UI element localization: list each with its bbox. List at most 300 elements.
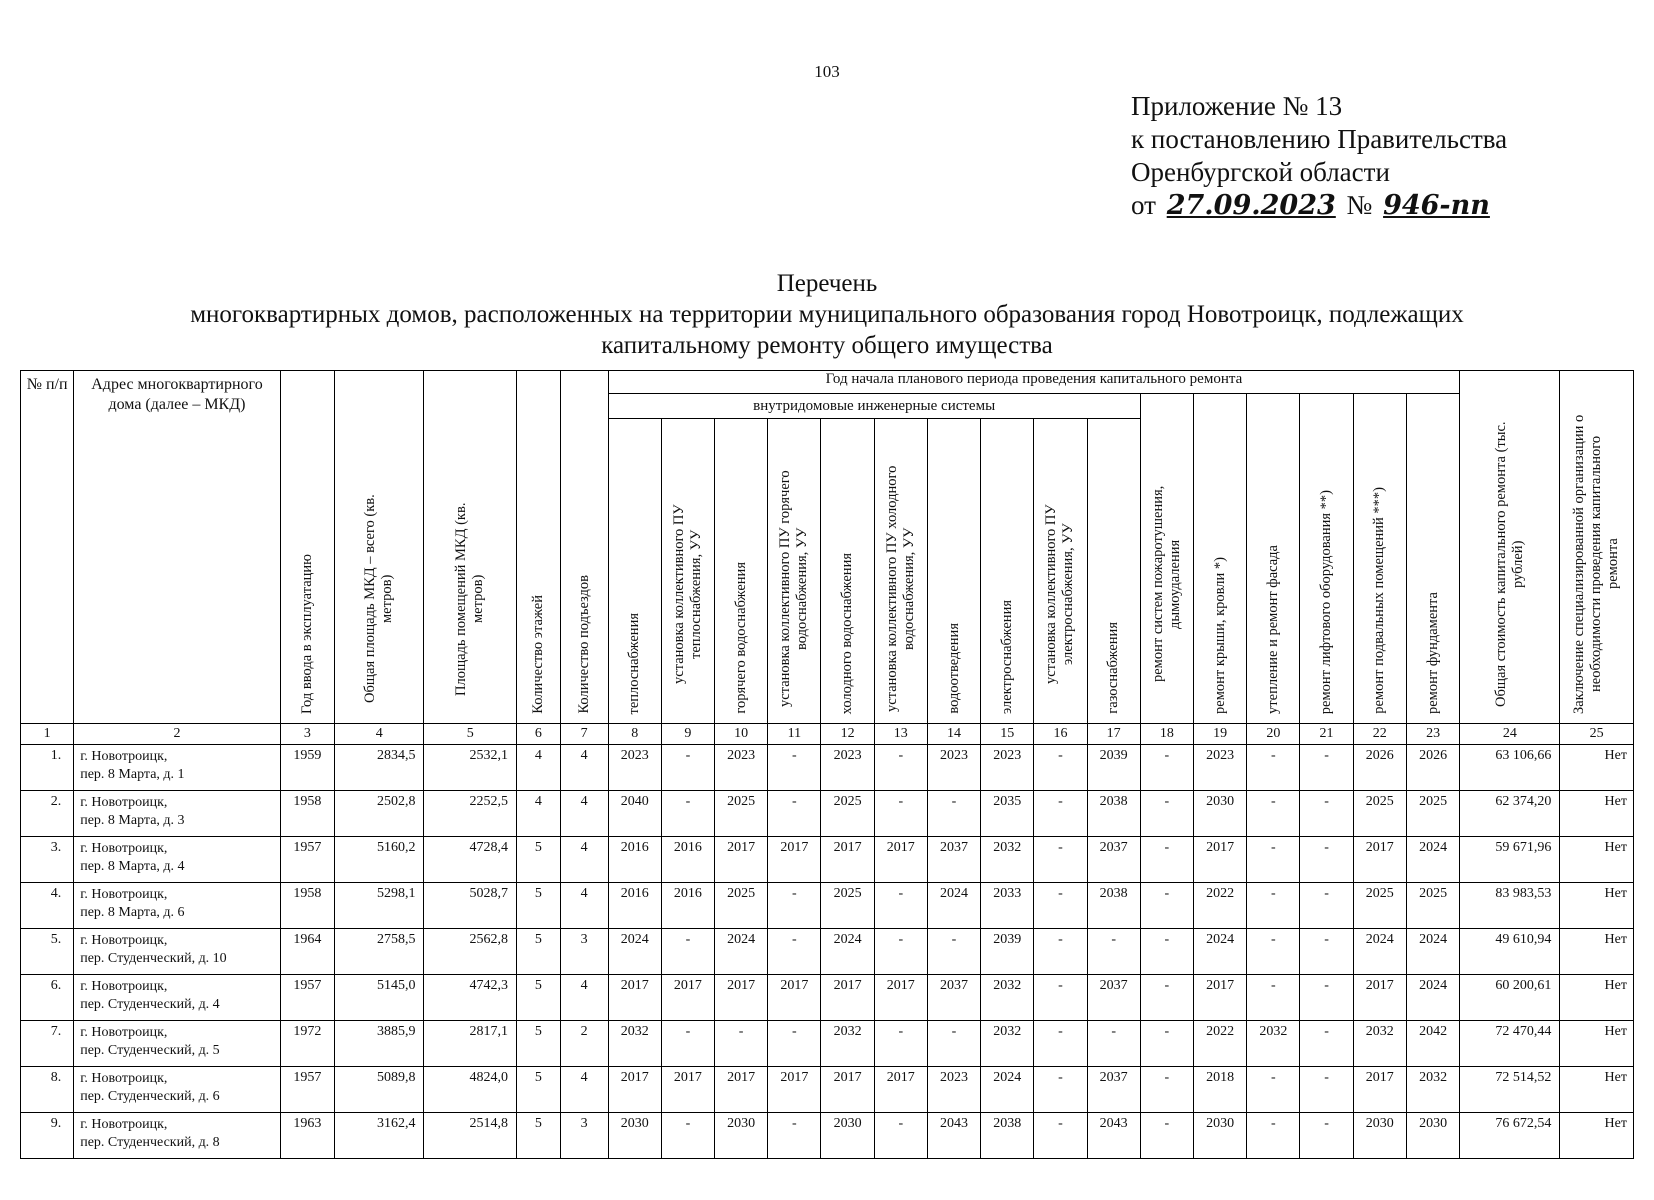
cell-roof: 2024 xyxy=(1193,929,1246,975)
cell-premises-area: 2252,5 xyxy=(424,791,517,837)
cell-facade: - xyxy=(1247,1067,1300,1113)
column-number: 3 xyxy=(280,724,334,745)
cell-no: 8. xyxy=(21,1067,74,1113)
cell-total-cost: 76 672,54 xyxy=(1460,1113,1560,1159)
cell-hot-water: 2025 xyxy=(715,791,768,837)
cell-electric-meter: - xyxy=(1034,975,1087,1021)
cell-heat: 2040 xyxy=(608,791,661,837)
cell-foundation: 2030 xyxy=(1406,1113,1459,1159)
cell-cold-water: 2025 xyxy=(821,791,874,837)
cell-heat-meter: - xyxy=(661,1021,714,1067)
cell-drainage: 2024 xyxy=(927,883,980,929)
appendix-line-2: к постановлению Правительства xyxy=(1131,124,1508,154)
cell-total-area: 3885,9 xyxy=(335,1021,424,1067)
cell-roof: 2017 xyxy=(1193,837,1246,883)
cell-no: 9. xyxy=(21,1113,74,1159)
cell-electric-meter: - xyxy=(1034,929,1087,975)
address-street: пер. 8 Марта, д. 3 xyxy=(80,813,185,828)
column-number: 21 xyxy=(1300,724,1353,745)
cell-facade: - xyxy=(1247,1113,1300,1159)
cell-basement: 2024 xyxy=(1353,929,1406,975)
title-line-2: многоквартирных домов, расположенных на территории муниципального образования город Новотроицк, подлежащих xyxy=(190,301,1464,328)
cell-elevator: - xyxy=(1300,929,1353,975)
cell-premises-area: 2514,8 xyxy=(424,1113,517,1159)
cell-address xyxy=(74,837,281,883)
cell-basement: 2017 xyxy=(1353,1067,1406,1113)
appendix-line-1: Приложение № 13 xyxy=(1131,91,1343,121)
cell-heat: 2016 xyxy=(608,883,661,929)
header-hot-water: горячего водоснабжения xyxy=(715,419,768,724)
column-number-row xyxy=(21,724,1634,745)
table-row xyxy=(21,1021,1634,1067)
cell-cold-water-meter: - xyxy=(874,929,927,975)
cell-basement: 2025 xyxy=(1353,791,1406,837)
cell-conclusion: Нет xyxy=(1560,975,1634,1021)
column-number: 8 xyxy=(608,724,661,745)
cell-total-area: 2502,8 xyxy=(335,791,424,837)
cell-drainage: - xyxy=(927,1021,980,1067)
header-facade: утепление и ремонт фасада xyxy=(1247,394,1300,724)
header-conclusion: Заключение специализированной организации о необходимости проведения капитального ремонта xyxy=(1560,371,1634,724)
cell-year-built: 1958 xyxy=(280,883,334,929)
cell-premises-area: 2562,8 xyxy=(424,929,517,975)
cell-roof: 2023 xyxy=(1193,745,1246,791)
cell-roof: 2018 xyxy=(1193,1067,1246,1113)
header-period-group: Год начала планового периода проведения капитального ремонта xyxy=(608,371,1460,394)
header-entrances: Количество подъездов xyxy=(560,371,608,724)
cell-cold-water-meter: - xyxy=(874,1021,927,1067)
cell-year-built: 1957 xyxy=(280,1067,334,1113)
column-number: 4 xyxy=(335,724,424,745)
cell-cold-water-meter: 2017 xyxy=(874,975,927,1021)
table-row xyxy=(21,791,1634,837)
cell-address xyxy=(74,883,281,929)
cell-conclusion: Нет xyxy=(1560,791,1634,837)
cell-floors: 4 xyxy=(517,745,561,791)
column-number: 7 xyxy=(560,724,608,745)
address-city: г. Новотроицк, xyxy=(80,979,168,994)
cell-hot-water: 2017 xyxy=(715,1067,768,1113)
cell-electric: 2032 xyxy=(981,975,1034,1021)
cell-heat-meter: - xyxy=(661,929,714,975)
cell-electric-meter: - xyxy=(1034,883,1087,929)
cell-conclusion: Нет xyxy=(1560,1067,1634,1113)
cell-premises-area: 2532,1 xyxy=(424,745,517,791)
column-number: 20 xyxy=(1247,724,1300,745)
cell-floors: 5 xyxy=(517,883,561,929)
header-row-1 xyxy=(21,371,1634,394)
cell-heat-meter: - xyxy=(661,791,714,837)
cell-gas: - xyxy=(1087,929,1140,975)
cell-cold-water: 2017 xyxy=(821,975,874,1021)
cell-drainage: - xyxy=(927,929,980,975)
cell-no: 1. xyxy=(21,745,74,791)
address-city: г. Новотроицк, xyxy=(80,1117,168,1132)
cell-address xyxy=(74,929,281,975)
cell-premises-area: 4824,0 xyxy=(424,1067,517,1113)
houses-table xyxy=(20,370,1634,1159)
cell-gas: 2037 xyxy=(1087,975,1140,1021)
table-row xyxy=(21,1113,1634,1159)
cell-electric-meter: - xyxy=(1034,1067,1087,1113)
address-city: г. Новотроицк, xyxy=(80,749,168,764)
cell-total-cost: 49 610,94 xyxy=(1460,929,1560,975)
cell-hot-water-meter: - xyxy=(768,745,821,791)
cell-facade: 2032 xyxy=(1247,1021,1300,1067)
cell-elevator: - xyxy=(1300,1021,1353,1067)
cell-entrances: 4 xyxy=(560,1067,608,1113)
page-number: 103 xyxy=(814,62,840,81)
cell-basement: 2017 xyxy=(1353,975,1406,1021)
cell-heat: 2017 xyxy=(608,1067,661,1113)
cell-hot-water-meter: - xyxy=(768,1021,821,1067)
cell-electric-meter: - xyxy=(1034,837,1087,883)
column-number: 13 xyxy=(874,724,927,745)
cell-drainage: 2043 xyxy=(927,1113,980,1159)
table-row xyxy=(21,837,1634,883)
cell-floors: 5 xyxy=(517,1113,561,1159)
address-street: пер. 8 Марта, д. 6 xyxy=(80,905,185,920)
cell-electric-meter: - xyxy=(1034,1113,1087,1159)
header-hot-water-meter: установка коллективного ПУ горячего водоснабжения, УУ xyxy=(768,419,821,724)
cell-roof: 2017 xyxy=(1193,975,1246,1021)
cell-address xyxy=(74,1113,281,1159)
cell-facade: - xyxy=(1247,929,1300,975)
title-line-1: Перечень xyxy=(776,270,878,297)
cell-address xyxy=(74,1021,281,1067)
column-number: 14 xyxy=(927,724,980,745)
cell-hot-water: 2023 xyxy=(715,745,768,791)
header-premises-area: Площадь помещений МКД (кв. метров) xyxy=(424,371,517,724)
cell-total-cost: 59 671,96 xyxy=(1460,837,1560,883)
cell-electric: 2039 xyxy=(981,929,1034,975)
cell-cold-water: 2032 xyxy=(821,1021,874,1067)
cell-electric: 2033 xyxy=(981,883,1034,929)
cell-drainage: 2037 xyxy=(927,837,980,883)
cell-entrances: 4 xyxy=(560,791,608,837)
cell-fire-systems: - xyxy=(1140,1113,1193,1159)
number-prefix: № xyxy=(1346,190,1373,220)
cell-total-cost: 62 374,20 xyxy=(1460,791,1560,837)
cell-hot-water: 2017 xyxy=(715,975,768,1021)
cell-foundation: 2024 xyxy=(1406,929,1459,975)
address-city: г. Новотроицк, xyxy=(80,1025,168,1040)
cell-year-built: 1964 xyxy=(280,929,334,975)
cell-gas: 2037 xyxy=(1087,1067,1140,1113)
cell-floors: 4 xyxy=(517,791,561,837)
address-city: г. Новотроицк, xyxy=(80,795,168,810)
cell-electric-meter: - xyxy=(1034,791,1087,837)
cell-premises-area: 5028,7 xyxy=(424,883,517,929)
table-row xyxy=(21,929,1634,975)
address-street: пер. Студенческий, д. 5 xyxy=(80,1043,220,1058)
cell-total-cost: 72 514,52 xyxy=(1460,1067,1560,1113)
document-title xyxy=(20,268,1634,361)
column-number: 17 xyxy=(1087,724,1140,745)
cell-fire-systems: - xyxy=(1140,745,1193,791)
header-heat: теплоснабжения xyxy=(608,419,661,724)
cell-gas: 2039 xyxy=(1087,745,1140,791)
cell-gas: - xyxy=(1087,1021,1140,1067)
cell-foundation: 2026 xyxy=(1406,745,1459,791)
column-number: 22 xyxy=(1353,724,1406,745)
cell-drainage: 2023 xyxy=(927,1067,980,1113)
cell-gas: 2037 xyxy=(1087,837,1140,883)
cell-conclusion: Нет xyxy=(1560,745,1634,791)
cell-hot-water: 2030 xyxy=(715,1113,768,1159)
cell-roof: 2030 xyxy=(1193,791,1246,837)
header-systems-group: внутридомовые инженерные системы xyxy=(608,394,1140,419)
decree-number: 946-пп xyxy=(1383,190,1490,221)
cell-hot-water-meter: - xyxy=(768,791,821,837)
column-number: 15 xyxy=(981,724,1034,745)
cell-heat-meter: 2017 xyxy=(661,1067,714,1113)
address-city: г. Новотроицк, xyxy=(80,841,168,856)
cell-drainage: 2023 xyxy=(927,745,980,791)
cell-year-built: 1957 xyxy=(280,975,334,1021)
cell-foundation: 2032 xyxy=(1406,1067,1459,1113)
header-drainage: водоотведения xyxy=(927,419,980,724)
cell-facade: - xyxy=(1247,883,1300,929)
cell-basement: 2032 xyxy=(1353,1021,1406,1067)
header-total-area: Общая площадь МКД – всего (кв. метров) xyxy=(335,371,424,724)
cell-entrances: 4 xyxy=(560,745,608,791)
cell-total-cost: 63 106,66 xyxy=(1460,745,1560,791)
cell-electric: 2032 xyxy=(981,837,1034,883)
header-cold-water-meter: установка коллективного ПУ холодного водоснабжения, УУ xyxy=(874,419,927,724)
cell-heat-meter: 2016 xyxy=(661,883,714,929)
table-row xyxy=(21,883,1634,929)
cell-heat: 2024 xyxy=(608,929,661,975)
cell-premises-area: 2817,1 xyxy=(424,1021,517,1067)
cell-foundation: 2024 xyxy=(1406,837,1459,883)
decree-date: 27.09.2023 xyxy=(1166,190,1336,221)
cell-total-area: 5298,1 xyxy=(335,883,424,929)
cell-elevator: - xyxy=(1300,1067,1353,1113)
cell-no: 7. xyxy=(21,1021,74,1067)
column-number: 12 xyxy=(821,724,874,745)
address-city: г. Новотроицк, xyxy=(80,1071,168,1086)
cell-total-area: 5160,2 xyxy=(335,837,424,883)
appendix-line-3: Оренбургской области xyxy=(1131,157,1390,187)
header-roof: ремонт крыши, кровли *) xyxy=(1193,394,1246,724)
cell-heat-meter: 2016 xyxy=(661,837,714,883)
cell-fire-systems: - xyxy=(1140,929,1193,975)
address-street: пер. Студенческий, д. 8 xyxy=(80,1135,220,1150)
cell-elevator: - xyxy=(1300,791,1353,837)
address-street: пер. 8 Марта, д. 1 xyxy=(80,767,185,782)
cell-conclusion: Нет xyxy=(1560,1113,1634,1159)
cell-entrances: 3 xyxy=(560,929,608,975)
cell-cold-water-meter: - xyxy=(874,791,927,837)
cell-hot-water-meter: - xyxy=(768,883,821,929)
cell-foundation: 2042 xyxy=(1406,1021,1459,1067)
cell-premises-area: 4728,4 xyxy=(424,837,517,883)
cell-heat-meter: - xyxy=(661,745,714,791)
cell-year-built: 1963 xyxy=(280,1113,334,1159)
cell-fire-systems: - xyxy=(1140,883,1193,929)
cell-electric: 2038 xyxy=(981,1113,1034,1159)
cell-drainage: - xyxy=(927,791,980,837)
column-number: 11 xyxy=(768,724,821,745)
cell-conclusion: Нет xyxy=(1560,1021,1634,1067)
cell-cold-water-meter: 2017 xyxy=(874,837,927,883)
cell-heat: 2016 xyxy=(608,837,661,883)
cell-cold-water-meter: 2017 xyxy=(874,1067,927,1113)
cell-entrances: 4 xyxy=(560,837,608,883)
header-total-cost: Общая стоимость капитального ремонта (тыс. рублей) xyxy=(1460,371,1560,724)
cell-year-built: 1959 xyxy=(280,745,334,791)
cell-year-built: 1957 xyxy=(280,837,334,883)
cell-facade: - xyxy=(1247,837,1300,883)
column-number: 23 xyxy=(1406,724,1459,745)
cell-cold-water: 2023 xyxy=(821,745,874,791)
cell-hot-water-meter: - xyxy=(768,1113,821,1159)
cell-cold-water: 2030 xyxy=(821,1113,874,1159)
cell-entrances: 3 xyxy=(560,1113,608,1159)
cell-elevator: - xyxy=(1300,1113,1353,1159)
cell-total-area: 2758,5 xyxy=(335,929,424,975)
cell-conclusion: Нет xyxy=(1560,837,1634,883)
cell-facade: - xyxy=(1247,791,1300,837)
cell-hot-water: 2017 xyxy=(715,837,768,883)
cell-electric: 2024 xyxy=(981,1067,1034,1113)
cell-year-built: 1958 xyxy=(280,791,334,837)
cell-no: 4. xyxy=(21,883,74,929)
cell-hot-water: - xyxy=(715,1021,768,1067)
cell-total-area: 5089,8 xyxy=(335,1067,424,1113)
header-no: № п/п xyxy=(21,371,74,724)
header-heat-meter: установка коллективного ПУ теплоснабжения, УУ xyxy=(661,419,714,724)
cell-elevator: - xyxy=(1300,975,1353,1021)
header-elevator: ремонт лифтового оборудования **) xyxy=(1300,394,1353,724)
table-body xyxy=(21,745,1634,1159)
cell-gas: 2038 xyxy=(1087,791,1140,837)
cell-gas: 2038 xyxy=(1087,883,1140,929)
cell-address xyxy=(74,1067,281,1113)
cell-heat: 2032 xyxy=(608,1021,661,1067)
cell-cold-water-meter: - xyxy=(874,883,927,929)
cell-hot-water-meter: 2017 xyxy=(768,1067,821,1113)
cell-heat: 2017 xyxy=(608,975,661,1021)
cell-roof: 2022 xyxy=(1193,1021,1246,1067)
column-number: 1 xyxy=(21,724,74,745)
address-street: пер. Студенческий, д. 4 xyxy=(80,997,220,1012)
address-street: пер. Студенческий, д. 10 xyxy=(80,951,227,966)
cell-floors: 5 xyxy=(517,1067,561,1113)
table-row xyxy=(21,975,1634,1021)
column-number: 24 xyxy=(1460,724,1560,745)
header-gas: газоснабжения xyxy=(1087,419,1140,724)
cell-fire-systems: - xyxy=(1140,837,1193,883)
cell-cold-water: 2025 xyxy=(821,883,874,929)
cell-total-area: 3162,4 xyxy=(335,1113,424,1159)
header-cold-water: холодного водоснабжения xyxy=(821,419,874,724)
header-fire-systems: ремонт систем пожаротушения, дымоудаления xyxy=(1140,394,1193,724)
column-number: 6 xyxy=(517,724,561,745)
cell-total-cost: 60 200,61 xyxy=(1460,975,1560,1021)
cell-facade: - xyxy=(1247,745,1300,791)
column-number: 25 xyxy=(1560,724,1634,745)
cell-no: 5. xyxy=(21,929,74,975)
header-electric-meter: установка коллективного ПУ электроснабжения, УУ xyxy=(1034,419,1087,724)
cell-hot-water-meter: - xyxy=(768,929,821,975)
cell-foundation: 2025 xyxy=(1406,883,1459,929)
cell-floors: 5 xyxy=(517,929,561,975)
cell-electric-meter: - xyxy=(1034,1021,1087,1067)
cell-floors: 5 xyxy=(517,1021,561,1067)
header-year-built: Год ввода в эксплуатацию xyxy=(280,371,334,724)
cell-fire-systems: - xyxy=(1140,1021,1193,1067)
cell-no: 6. xyxy=(21,975,74,1021)
column-number: 16 xyxy=(1034,724,1087,745)
column-number: 5 xyxy=(424,724,517,745)
cell-hot-water-meter: 2017 xyxy=(768,837,821,883)
cell-cold-water: 2017 xyxy=(821,1067,874,1113)
cell-conclusion: Нет xyxy=(1560,929,1634,975)
cell-cold-water-meter: - xyxy=(874,1113,927,1159)
cell-no: 2. xyxy=(21,791,74,837)
cell-floors: 5 xyxy=(517,837,561,883)
cell-drainage: 2037 xyxy=(927,975,980,1021)
cell-elevator: - xyxy=(1300,745,1353,791)
cell-year-built: 1972 xyxy=(280,1021,334,1067)
cell-entrances: 4 xyxy=(560,883,608,929)
cell-fire-systems: - xyxy=(1140,975,1193,1021)
cell-no: 3. xyxy=(21,837,74,883)
cell-entrances: 4 xyxy=(560,975,608,1021)
header-basement: ремонт подвальных помещений ***) xyxy=(1353,394,1406,724)
cell-fire-systems: - xyxy=(1140,1067,1193,1113)
cell-premises-area: 4742,3 xyxy=(424,975,517,1021)
cell-basement: 2017 xyxy=(1353,837,1406,883)
column-number: 10 xyxy=(715,724,768,745)
cell-heat-meter: 2017 xyxy=(661,975,714,1021)
cell-heat-meter: - xyxy=(661,1113,714,1159)
cell-basement: 2030 xyxy=(1353,1113,1406,1159)
cell-total-area: 2834,5 xyxy=(335,745,424,791)
cell-hot-water-meter: 2017 xyxy=(768,975,821,1021)
cell-cold-water-meter: - xyxy=(874,745,927,791)
column-number: 18 xyxy=(1140,724,1193,745)
header-foundation: ремонт фундамента xyxy=(1406,394,1459,724)
header-address: Адрес многоквартирного дома (далее – МКД) xyxy=(74,371,281,724)
cell-cold-water: 2024 xyxy=(821,929,874,975)
column-number: 2 xyxy=(74,724,281,745)
appendix-date-line xyxy=(1131,189,1507,222)
cell-entrances: 2 xyxy=(560,1021,608,1067)
cell-total-cost: 83 983,53 xyxy=(1460,883,1560,929)
address-street: пер. 8 Марта, д. 4 xyxy=(80,859,185,874)
cell-total-area: 5145,0 xyxy=(335,975,424,1021)
column-number: 9 xyxy=(661,724,714,745)
cell-roof: 2030 xyxy=(1193,1113,1246,1159)
cell-address xyxy=(74,791,281,837)
cell-total-cost: 72 470,44 xyxy=(1460,1021,1560,1067)
cell-hot-water: 2025 xyxy=(715,883,768,929)
cell-facade: - xyxy=(1247,975,1300,1021)
title-line-3: капитальному ремонту общего имущества xyxy=(601,332,1053,359)
cell-basement: 2026 xyxy=(1353,745,1406,791)
address-city: г. Новотроицк, xyxy=(80,887,168,902)
header-electric: электроснабжения xyxy=(981,419,1034,724)
cell-heat: 2023 xyxy=(608,745,661,791)
cell-elevator: - xyxy=(1300,837,1353,883)
table-row xyxy=(21,1067,1634,1113)
date-prefix: от xyxy=(1131,190,1156,220)
cell-fire-systems: - xyxy=(1140,791,1193,837)
cell-hot-water: 2024 xyxy=(715,929,768,975)
